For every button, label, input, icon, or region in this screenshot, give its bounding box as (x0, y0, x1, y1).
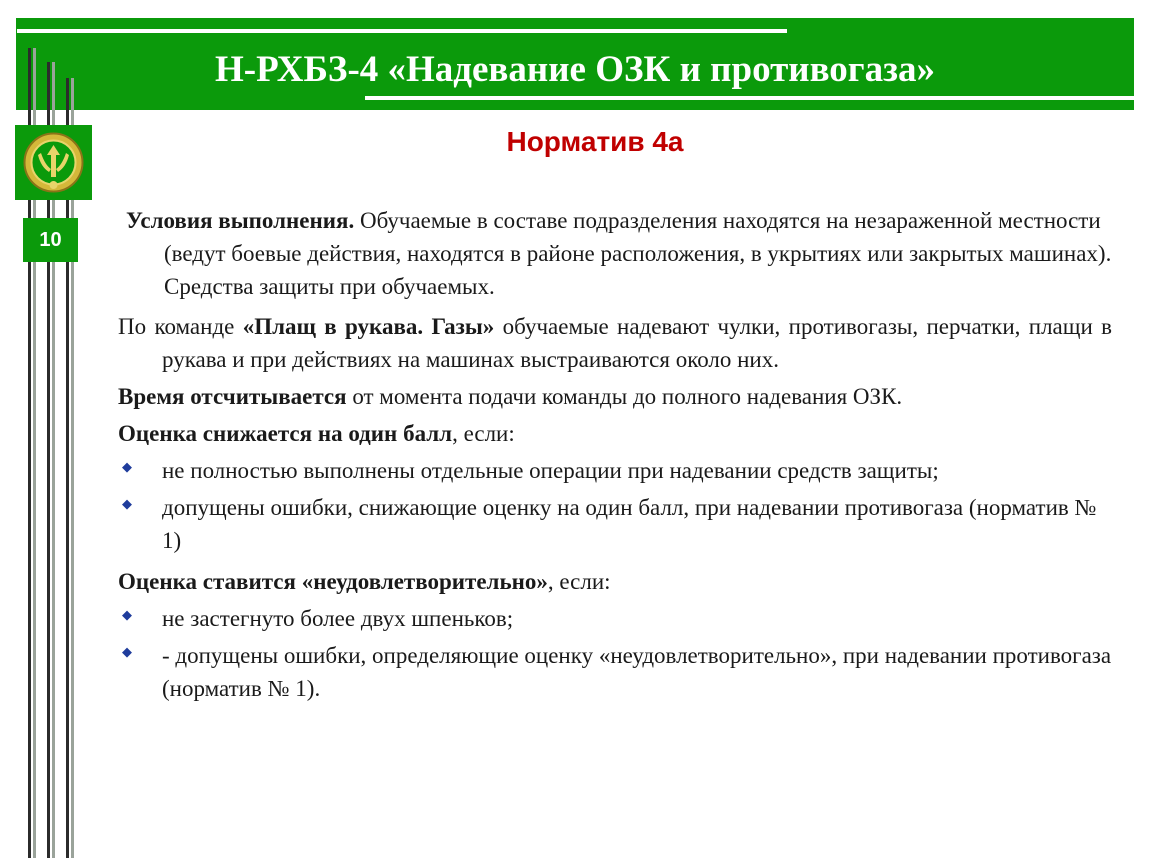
norm-subtitle: Норматив 4а (506, 126, 684, 157)
slide-number-badge: 10 (23, 218, 78, 262)
list-item (118, 454, 1112, 487)
conditions-text: Обучаемые в составе подразделения находятся на незараженной местности (ведут боевые действия, находятся в районе расположения, в укрытиях или закрытых машинах). Средства защиты при обучаемых. (164, 208, 1112, 299)
command-paragraph (118, 310, 1112, 376)
timing-text: от момента подачи команды до полного надевания ОЗК. (346, 384, 903, 409)
list-item-text: не застегнуто более двух шпеньков; (162, 606, 514, 631)
diamond-bullet-icon: ◆ (122, 460, 132, 475)
conditions-paragraph (118, 204, 1112, 303)
fail-label: Оценка ставится «неудовлетворительно» (118, 569, 548, 594)
reduce-suffix: , если: (452, 421, 515, 446)
diamond-bullet-icon: ◆ (122, 608, 132, 623)
slide-title: Н-РХБЗ-4 «Надевание ОЗК и противогаза» (215, 49, 935, 90)
command-label: «Плащ в рукава. Газы» (242, 314, 495, 339)
fail-heading (118, 565, 1112, 598)
reduce-label: Оценка снижается на один балл (118, 421, 453, 446)
list-item (118, 491, 1112, 557)
command-prefix: По команде (118, 314, 243, 339)
list-item (118, 639, 1112, 705)
timing-label: Время отсчитывается (118, 384, 347, 409)
diamond-bullet-icon: ◆ (122, 497, 132, 512)
banner-bottom-rule (365, 96, 1134, 100)
fail-suffix: , если: (547, 569, 611, 594)
main-content (118, 204, 1112, 705)
command-text: обучаемые надевают чулки, противогазы, перчатки, плащи в рукава и при действиях на машинах выстраиваются около них. (162, 314, 1112, 372)
list-item-text: - допущены ошибки, определяющие оценку «неудовлетворительно», при надевании противогаза (норматив № 1). (162, 643, 1112, 701)
list-item (118, 602, 1112, 635)
reduce-heading (118, 417, 1112, 450)
banner-top-rule (17, 29, 787, 33)
list-item-text: допущены ошибки, снижающие оценку на один балл, при надевании противогаза (норматив № 1) (162, 495, 1097, 553)
diamond-bullet-icon: ◆ (122, 645, 132, 660)
conditions-label: Условия выполнения. (126, 208, 355, 233)
timing-paragraph (118, 380, 1112, 413)
list-item-text: не полностью выполнены отдельные операции при надевании средств защиты; (162, 458, 939, 483)
